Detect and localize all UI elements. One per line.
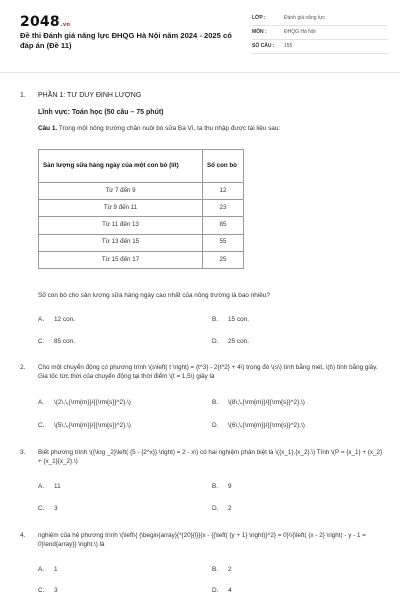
table-cell: Từ 13 đến 15	[39, 234, 203, 251]
answer-option-3a[interactable]	[38, 483, 61, 492]
meta-key: LỚP :	[252, 15, 266, 22]
table-row	[39, 217, 244, 234]
table-header-row	[39, 150, 244, 183]
answer-option-3d[interactable]	[212, 505, 232, 514]
option-letter: A.	[38, 399, 45, 406]
option-letter: B.	[212, 399, 219, 406]
table-header-count: Số con bò	[203, 150, 244, 183]
option-letter: D.	[212, 338, 219, 345]
option-text: 2	[228, 566, 232, 573]
question-4-number: 4.	[20, 532, 26, 539]
question-3-text: Biết phương trình \({\log _2}\left( {5 - {2^x}} \right) = 2 - x\) có hai nghiệm phân biệt là \({x_1},{x_2}.\) Tính \(P = {x_1} + {x_2} + {x_1}{x_2}.\)	[38, 449, 383, 466]
option-text: 3	[54, 587, 58, 594]
table-cell: Từ 7 đến 9	[39, 183, 203, 200]
question-3-number: 3.	[20, 449, 26, 456]
page-header	[0, 0, 400, 72]
table-cell: 12	[203, 183, 244, 200]
answer-option-4b[interactable]	[212, 566, 232, 575]
logo-text: 2048	[20, 14, 60, 30]
answer-option-3c[interactable]	[38, 505, 58, 514]
option-text: 15 con.	[228, 316, 249, 323]
question-1-text	[38, 125, 378, 134]
answer-option-1d[interactable]	[212, 338, 249, 347]
table-row	[39, 234, 244, 251]
meta-row-class	[252, 12, 388, 26]
option-text: 25 con.	[228, 338, 249, 345]
table-row	[39, 200, 244, 217]
table-cell: Từ 15 đến 17	[39, 251, 203, 268]
option-letter: A.	[38, 483, 45, 490]
section-subtitle: Lĩnh vực: Toán học (50 câu – 75 phút)	[38, 109, 164, 116]
answer-option-1c[interactable]	[38, 338, 75, 347]
answer-option-1a[interactable]	[38, 316, 75, 325]
table-cell: 55	[203, 234, 244, 251]
table-cell: Từ 9 đến 11	[39, 200, 203, 217]
option-letter: C.	[38, 587, 45, 594]
answer-option-4c[interactable]	[38, 587, 58, 596]
option-text: 12 con.	[54, 316, 75, 323]
option-text: 2	[228, 505, 232, 512]
section-title: PHẦN 1: TƯ DUY ĐỊNH LƯỢNG	[38, 92, 142, 99]
milk-yield-table	[38, 149, 244, 269]
section-number: 1.	[20, 92, 26, 99]
answer-option-2a[interactable]	[38, 399, 131, 408]
table-row	[39, 183, 244, 200]
option-text: \(2\,\,{\rm{m}}/{{\rm{s}}^2}.\)	[54, 399, 131, 406]
meta-key: MÔN :	[252, 29, 267, 36]
option-letter: B.	[212, 483, 219, 490]
question-4-text: nghiệm của hệ phương trình \(\left\{ {\begin{array}{*{20}{l}}{x - {{\left( {y + 1} \right)}^2} = 0}\\{\left( {x - 2} \right) - y - 1 = 0}\end{array}} \right.\) là	[38, 532, 366, 549]
option-letter: C.	[38, 505, 45, 512]
meta-value: Đánh giá năng lực	[284, 15, 325, 22]
meta-key: SỐ CÂU :	[252, 43, 275, 50]
answer-option-2d[interactable]	[212, 422, 305, 431]
question-1-ask: Số con bò cho sản lượng sữa hàng ngày cao nhất của nông trường là bao nhiêu?	[38, 292, 270, 299]
option-letter: A.	[38, 566, 45, 573]
document-meta	[252, 12, 388, 54]
option-letter: C.	[38, 422, 45, 429]
table-row	[39, 251, 244, 268]
section-heading	[20, 91, 141, 100]
question-2-number: 2.	[20, 364, 26, 371]
answer-option-1b[interactable]	[212, 316, 249, 325]
answer-option-2b[interactable]	[212, 399, 305, 408]
option-letter: D.	[212, 422, 219, 429]
meta-row-subject	[252, 26, 388, 40]
document-title: Đề thi Đánh giá năng lực ĐHQG Hà Nội năm 2024 - 2025 có đáp án (Đề 11)	[20, 31, 232, 51]
option-letter: A.	[38, 316, 45, 323]
question-2-text: Cho một chuyển động có phương trình \(s\left( t \right) = {t^3} - 2{t^2} + 4\) trong đó \(s\) tính bằng mét, \(t\) tính bằng giây. Gia tốc tức thời của chuyển động tại thời điểm \(t = 1,5\) giây là	[38, 364, 378, 381]
option-text: 9	[228, 483, 232, 490]
option-text: 11	[54, 483, 61, 490]
option-letter: D.	[212, 587, 219, 594]
option-letter: B.	[212, 316, 219, 323]
logo-suffix: .vn	[60, 22, 71, 28]
table-cell: Từ 11 đến 13	[39, 217, 203, 234]
site-logo[interactable]	[20, 13, 70, 32]
option-text: \(6\,\,{\rm{m}}/{{\rm{s}}^2}.\)	[228, 422, 305, 429]
option-letter: D.	[212, 505, 219, 512]
option-text: 1	[54, 566, 58, 573]
answer-option-4d[interactable]	[212, 587, 232, 596]
answer-option-4a[interactable]	[38, 566, 58, 575]
answer-option-2c[interactable]	[38, 422, 131, 431]
table-header-yield: Sản lượng sữa hàng ngày của một con bò (lít)	[39, 150, 203, 183]
meta-row-count	[252, 40, 388, 54]
question-1-body: Trong một nông trường chăn nuôi bò sữa Ba Vì, ta thu nhập được tài liệu sau:	[57, 125, 281, 132]
meta-value: 155	[284, 43, 293, 50]
option-text: \(5\,\,{\rm{m}}/{{\rm{s}}^2}.\)	[54, 422, 131, 429]
option-text: \(8\,\,{\rm{m}}/{{\rm{s}}^2}.\)	[228, 399, 305, 406]
meta-value: ĐHQG Hà Nội	[284, 29, 316, 36]
table-cell: 85	[203, 217, 244, 234]
option-letter: C.	[38, 338, 45, 345]
table-cell: 23	[203, 200, 244, 217]
question-1-label: Câu 1.	[38, 125, 58, 132]
option-letter: B.	[212, 566, 219, 573]
option-text: 4	[228, 587, 232, 594]
table-cell: 25	[203, 251, 244, 268]
answer-option-3b[interactable]	[212, 483, 232, 492]
option-text: 85 con.	[54, 338, 75, 345]
document-content	[0, 73, 400, 600]
option-text: 3	[54, 505, 58, 512]
